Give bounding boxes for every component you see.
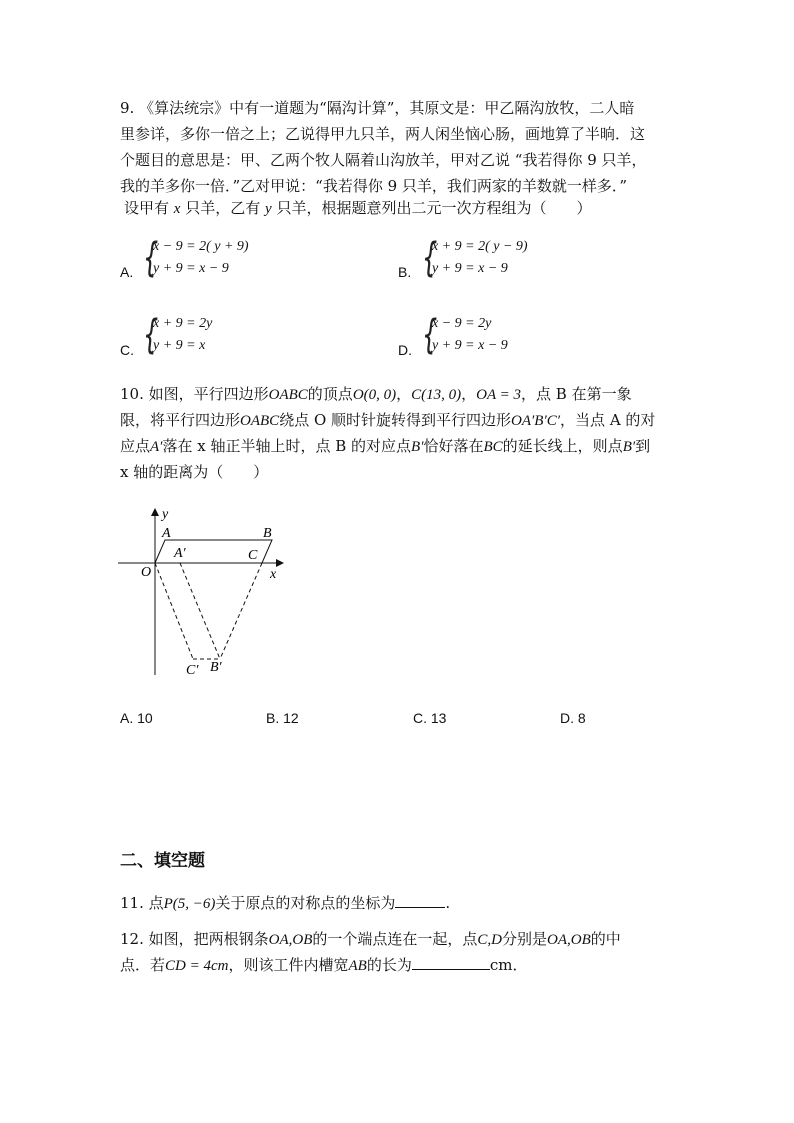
q10-l3-c: 恰好落在 — [423, 437, 484, 455]
q11-text — [120, 893, 450, 914]
q12-l2-cd: CD = 4cm — [165, 958, 229, 974]
label-a-prime: A′ — [174, 546, 186, 561]
q12-l1-cd: C,D — [477, 932, 502, 948]
label-b-prime: B′ — [210, 660, 222, 675]
q10-l1-o: O(0, 0) — [352, 387, 397, 403]
q9-line5-c: 只羊，根据题意列出二元一次方程组为（ ） — [271, 199, 592, 217]
q9-line5-a: 设甲有 — [124, 199, 174, 217]
q12-l1-b: 的一个端点连在一起，点 — [312, 930, 478, 948]
label-x: x — [270, 567, 277, 582]
q9-var-y: y — [265, 201, 272, 217]
label-c-prime: C′ — [186, 663, 199, 678]
q9-option-b-eq1: x + 9 = 2( y − 9) — [432, 239, 528, 254]
q9-option-d-eq2: y + 9 = x − 9 — [432, 338, 508, 353]
q10-l1-sep: ， — [396, 385, 412, 403]
q9-option-d-eq1: x − 9 = 2y — [432, 316, 492, 331]
q9-option-c-eq1: x + 9 = 2y — [153, 316, 213, 331]
q12-answer-blank[interactable] — [412, 955, 490, 970]
q9-option-c-label[interactable]: C. — [120, 342, 134, 358]
q10-l1-c: C(13, 0) — [411, 387, 462, 403]
q9-option-a-system[interactable] — [143, 235, 283, 282]
label-a: A — [162, 526, 171, 541]
brace-icon: { — [422, 312, 438, 358]
q10-option-a[interactable]: A. 10 — [120, 710, 153, 726]
q12-l1-d: 的中 — [590, 930, 621, 948]
q10-text-line-3 — [120, 436, 650, 457]
q9-option-a-label[interactable]: A. — [120, 264, 134, 280]
q12-l1-c: 分别是 — [501, 930, 547, 948]
segment-a1b1 — [180, 563, 220, 659]
q9-text-line-2: 里参详，多你一倍之上；乙说得甲九只羊，两人闲坐恼心肠，画地算了半晌．这 — [120, 125, 646, 143]
label-b: B — [263, 526, 272, 541]
q10-option-c[interactable]: C. 13 — [413, 710, 447, 726]
q10-l3-b3: B′ — [622, 439, 636, 455]
q10-l1-oa: OA = 3 — [476, 387, 522, 403]
q11-b: 关于原点的对称点的坐标为 — [215, 894, 396, 912]
q10-l2-a: 限，将平行四边形 — [120, 411, 241, 429]
q9-option-a-eq1: x − 9 = 2( y + 9) — [153, 239, 249, 254]
q12-l1-a: 12. 如图，把两根钢条 — [120, 930, 269, 948]
q10-l3-d: 的延长线上，则点 — [502, 437, 623, 455]
q10-l1-b: 的顶点 — [307, 385, 353, 403]
q9-text-line-1: 9. 《算法统宗》中有一道题为“隔沟计算”，其原文是：甲乙隔沟放牧，二人暗 — [120, 99, 635, 117]
q9-option-c-eq2: y + 9 = x — [153, 338, 206, 353]
q9-text-line-5 — [124, 198, 591, 219]
q9-option-d-system[interactable] — [422, 312, 542, 359]
q10-text-line-1 — [120, 384, 632, 405]
q10-l1-a: 10. 如图，平行四边形 — [120, 385, 269, 403]
q10-option-b[interactable]: B. 12 — [266, 710, 299, 726]
q11-answer-blank[interactable] — [395, 893, 445, 908]
label-c: C — [248, 548, 258, 563]
q10-l3-a2: A′ — [150, 439, 163, 455]
q12-l1-oaob: OA,OB — [268, 932, 313, 948]
q9-option-b-system[interactable] — [422, 235, 562, 282]
q11-end: . — [445, 894, 451, 912]
q10-text-line-4: x 轴的距离为（ ） — [120, 463, 269, 481]
q10-figure — [110, 500, 310, 685]
q11-a: 11. 点 — [120, 894, 164, 912]
label-o: O — [141, 565, 152, 580]
q10-l3-b2: B′ — [411, 439, 424, 455]
q12-text-line-2 — [120, 955, 527, 976]
q12-l2-ab: AB — [348, 958, 367, 974]
section-heading-fill-in-blank: 二、填空题 — [120, 851, 205, 871]
q10-option-d[interactable]: D. 8 — [560, 710, 586, 726]
q11-point-p: P(5, −6) — [163, 896, 216, 912]
q9-line5-b: 只羊，乙有 — [180, 199, 265, 217]
segment-cb1 — [220, 563, 262, 659]
q10-l1-sep2: ， — [461, 385, 477, 403]
q12-l2-b: ，则该工件内槽宽 — [228, 956, 349, 974]
brace-icon: { — [143, 312, 159, 358]
q9-var-x: x — [173, 201, 181, 217]
q9-option-b-eq2: y + 9 = x − 9 — [432, 261, 508, 276]
q10-l2-oabc: OABC — [240, 413, 280, 429]
q9-option-a-eq2: y + 9 = x − 9 — [153, 261, 229, 276]
segment-oc1 — [155, 563, 193, 659]
q10-l1-oabc: OABC — [268, 387, 308, 403]
brace-icon: { — [143, 235, 159, 281]
q10-l3-a: 应点 — [120, 437, 151, 455]
q12-l2-c: 的长为 — [366, 956, 412, 974]
brace-icon: { — [422, 235, 438, 281]
q9-option-d-label[interactable]: D. — [398, 342, 412, 358]
q9-text-line-3: 个题目的意思是：甲、乙两个牧人隔着山沟放羊，甲对乙说 “我若得你 9 只羊， — [120, 151, 647, 169]
q10-l3-bc: BC — [483, 439, 503, 455]
q10-l3-b: 落在 x 轴正半轴上时，点 B 的对应点 — [162, 437, 412, 455]
q12-l1-oaob2: OA,OB — [547, 932, 591, 948]
q12-l2-unit: cm． — [489, 956, 528, 974]
q10-l2-b: 绕点 O 顺时针旋转得到平行四边形 — [279, 411, 512, 429]
q9-option-c-system[interactable] — [143, 312, 263, 359]
q10-text-line-2 — [120, 410, 655, 431]
q9-option-b-label[interactable]: B. — [398, 264, 412, 280]
q10-l3-e: 到 — [635, 437, 651, 455]
q10-l2-oabc2: OA′B′C′ — [511, 413, 561, 429]
q10-l2-c: ，当点 A 的对 — [560, 411, 656, 429]
q12-l2-a: 点．若 — [120, 956, 166, 974]
q12-text-line-1 — [120, 929, 621, 950]
label-y: y — [162, 507, 169, 522]
q9-text-line-4: 我的羊多你一倍．”乙对甲说：“我若得你 9 只羊，我们两家的羊数就一样多．” — [120, 177, 628, 195]
q10-l1-d: ，点 B 在第一象 — [521, 385, 632, 403]
